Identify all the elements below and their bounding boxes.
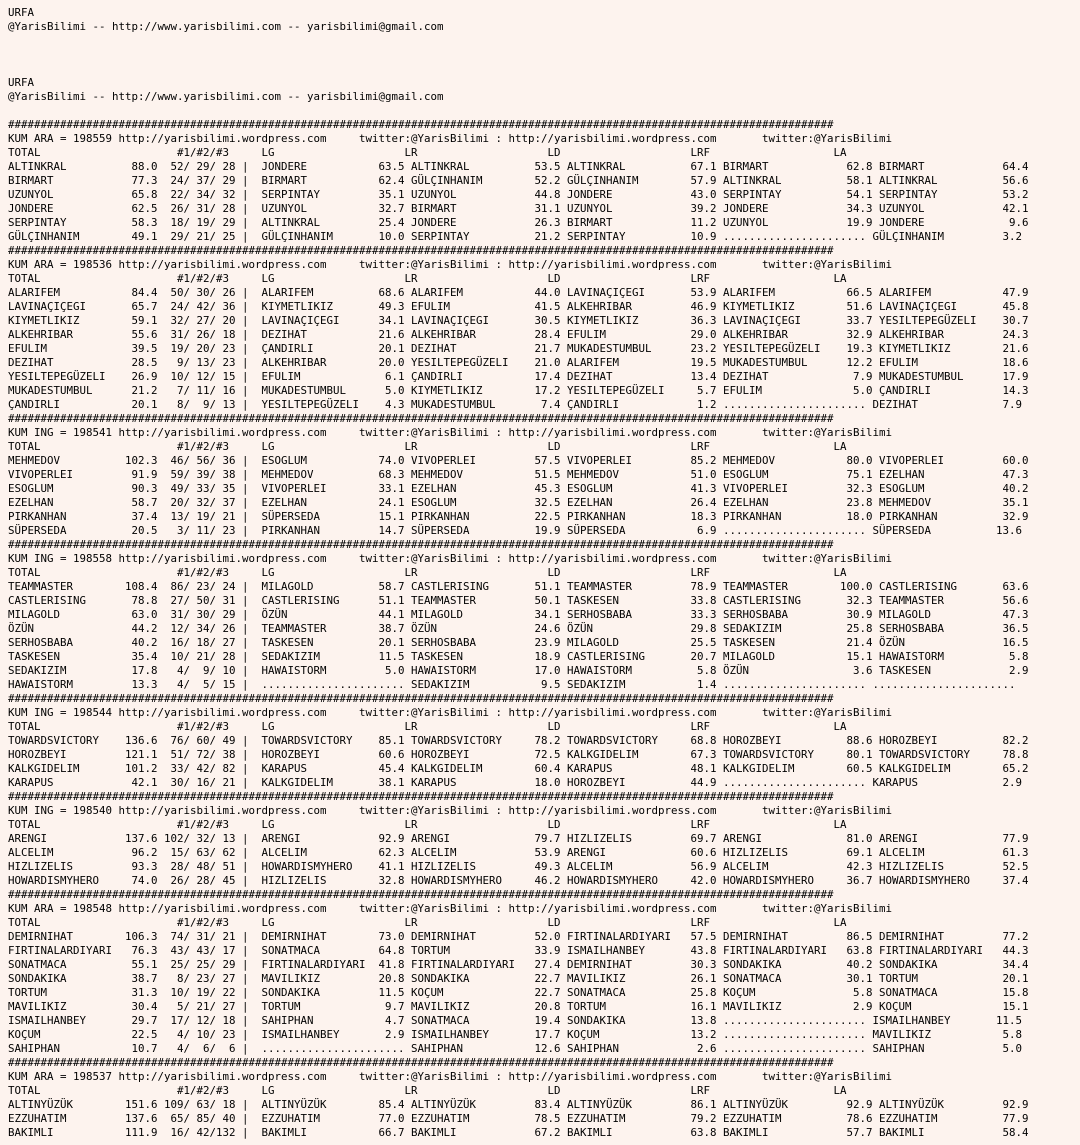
race-header-line: KUM ING = 198541 http://yarisbilimi.wordpress.com twitter:@YarisBilimi : http://yarisbilimi.wordpress.com twitter:@YarisBilimi <box>8 426 893 439</box>
blank-line <box>8 48 1080 62</box>
horse-row: PIRKANHAN 37.4 13/ 19/ 21 | SÜPERSEDA 15.1 PIRKANHAN 22.5 PIRKANHAN 18.3 PIRKANHAN 18.0 PIRKANHAN 32.9 <box>8 510 1029 523</box>
horse-row: MILAGOLD 63.0 31/ 30/ 29 | ÖZÜN 44.1 MILAGOLD 34.1 SERHOSBABA 33.3 SERHOSBABA 30.9 MILAGOLD 47.3 <box>8 608 1029 621</box>
separator-line: ############################################################################################################################### <box>8 790 834 803</box>
horse-row: LAVINAÇIÇEGI 65.7 24/ 42/ 36 | KIYMETLIKIZ 49.3 EFULIM 41.5 ALKEHRIBAR 46.9 KIYMETLIKIZ 51.6 LAVINAÇIÇEGI 45.8 <box>8 300 1029 313</box>
horse-row: TORTUM 31.3 10/ 19/ 22 | SONDAKIKA 11.5 KOÇUM 22.7 SONATMACA 25.8 KOÇUM 5.8 SONATMACA 15.8 <box>8 986 1029 999</box>
horse-row: ARENGI 137.6 102/ 32/ 13 | ARENGI 92.9 ARENGI 79.7 HIZLIZELIS 69.7 ARENGI 81.0 ARENGI 77.9 <box>8 832 1029 845</box>
horse-row: HOROZBEYI 121.1 51/ 72/ 38 | HOROZBEYI 60.6 HOROZBEYI 72.5 KALKGIDELIM 67.3 TOWARDSVICTORY 80.1 TOWARDSVICTORY 78.8 <box>8 748 1029 761</box>
race-header-line: KUM ING = 198558 http://yarisbilimi.wordpress.com twitter:@YarisBilimi : http://yarisbilimi.wordpress.com twitter:@YarisBilimi <box>8 552 893 565</box>
horse-row: MAVILIKIZ 30.4 5/ 21/ 27 | TORTUM 9.7 MAVILIKIZ 20.8 TORTUM 16.1 MAVILIKIZ 2.9 KOÇUM 15.1 <box>8 1000 1029 1013</box>
location-title: URFA <box>8 76 35 89</box>
location-title: URFA <box>8 6 35 19</box>
horse-row: KALKGIDELIM 101.2 33/ 42/ 82 | KARAPUS 45.4 KALKGIDELIM 60.4 KARAPUS 48.1 KALKGIDELIM 60.5 KALKGIDELIM 65.2 <box>8 762 1029 775</box>
horse-row: ALTINYÜZÜK 151.6 109/ 63/ 18 | ALTINYÜZÜK 85.4 ALTINYÜZÜK 83.4 ALTINYÜZÜK 86.1 ALTINYÜZÜK 92.9 ALTINYÜZÜK 92.9 <box>8 1098 1029 1111</box>
horse-row: HAWAISTORM 13.3 4/ 5/ 15 | ...................... SEDAKIZIM 9.5 SEDAKIZIM 1.4 ...................... ...................... <box>8 678 1016 691</box>
horse-row: DEZIHAT 28.5 9/ 13/ 23 | ALKEHRIBAR 20.0 YESILTEPEGÜZELI 21.0 ALARIFEM 19.5 MUKADESTUMBUL 12.2 EFULIM 18.6 <box>8 356 1029 369</box>
horse-row: ESOGLUM 90.3 49/ 33/ 35 | VIVOPERLEI 33.1 EZELHAN 45.3 ESOGLUM 41.3 VIVOPERLEI 32.3 ESOGLUM 40.2 <box>8 482 1029 495</box>
contact-line: @YarisBilimi -- http://www.yarisbilimi.com -- yarisbilimi@gmail.com <box>8 90 444 103</box>
horse-row: TOWARDSVICTORY 136.6 76/ 60/ 49 | TOWARDSVICTORY 85.1 TOWARDSVICTORY 78.2 TOWARDSVICTORY 68.8 HOROZBEYI 88.6 HOROZBEYI 82.2 <box>8 734 1029 747</box>
race-header-line: KUM ARA = 198537 http://yarisbilimi.wordpress.com twitter:@YarisBilimi : http://yarisbilimi.wordpress.com twitter:@YarisBilimi <box>8 1070 893 1083</box>
horse-row: ÇANDIRLI 20.1 8/ 9/ 13 | YESILTEPEGÜZELI 4.3 MUKADESTUMBUL 7.4 ÇANDIRLI 1.2 ...................... DEZIHAT 7.9 <box>8 398 1023 411</box>
horse-row: MUKADESTUMBUL 21.2 7/ 11/ 16 | MUKADESTUMBUL 5.0 KIYMETLIKIZ 17.2 YESILTEPEGÜZELI 5.7 EFULIM 5.0 ÇANDIRLI 14.3 <box>8 384 1029 397</box>
horse-row: HOWARDISMYHERO 74.0 26/ 28/ 45 | HIZLIZELIS 32.8 HOWARDISMYHERO 46.2 HOWARDISMYHERO 42.0 HOWARDISMYHERO 36.7 HOWARDISMYHERO 37.4 <box>8 874 1029 887</box>
horse-row: EZELHAN 58.7 20/ 32/ 37 | EZELHAN 24.1 ESOGLUM 32.5 EZELHAN 26.4 EZELHAN 23.8 MEHMEDOV 35.1 <box>8 496 1029 509</box>
horse-row: SONATMACA 55.1 25/ 25/ 29 | FIRTINALARDIYARI 41.8 FIRTINALARDIYARI 27.4 DEMIRNIHAT 30.3 SONDAKIKA 40.2 SONDAKIKA 34.4 <box>8 958 1029 971</box>
separator-line: ############################################################################################################################### <box>8 538 834 551</box>
horse-row: SERHOSBABA 40.2 16/ 18/ 27 | TASKESEN 20.1 SERHOSBABA 23.9 MILAGOLD 25.5 TASKESEN 21.4 ÖZÜN 16.5 <box>8 636 1029 649</box>
horse-row: JONDERE 62.5 26/ 31/ 28 | UZUNYOL 32.7 BIRMART 31.1 UZUNYOL 39.2 JONDERE 34.3 UZUNYOL 42.1 <box>8 202 1029 215</box>
horse-row: HIZLIZELIS 93.3 28/ 48/ 51 | HOWARDISMYHERO 41.1 HIZLIZELIS 49.3 ALCELIM 56.9 ALCELIM 42.3 HIZLIZELIS 52.5 <box>8 860 1029 873</box>
horse-row: SÜPERSEDA 20.5 3/ 11/ 23 | PIRKANHAN 14.7 SÜPERSEDA 19.9 SÜPERSEDA 6.9 ...................... SÜPERSEDA 13.6 <box>8 524 1023 537</box>
horse-row: CASTLERISING 78.8 27/ 50/ 31 | CASTLERISING 51.1 TEAMMASTER 50.1 TASKESEN 33.8 CASTLERISING 32.3 TEAMMASTER 56.6 <box>8 594 1029 607</box>
horse-row: YESILTEPEGÜZELI 26.9 10/ 12/ 15 | EFULIM 6.1 ÇANDIRLI 17.4 DEZIHAT 13.4 DEZIHAT 7.9 MUKADESTUMBUL 17.9 <box>8 370 1029 383</box>
horse-row: BIRMART 77.3 24/ 37/ 29 | BIRMART 62.4 GÜLÇINHANIM 52.2 GÜLÇINHANIM 57.9 ALTINKRAL 58.1 ALTINKRAL 56.6 <box>8 174 1029 187</box>
horse-row: ALARIFEM 84.4 50/ 30/ 26 | ALARIFEM 68.6 ALARIFEM 44.0 LAVINAÇIÇEGI 53.9 ALARIFEM 66.5 ALARIFEM 47.9 <box>8 286 1029 299</box>
race-header-line: KUM ARA = 198548 http://yarisbilimi.wordpress.com twitter:@YarisBilimi : http://yarisbilimi.wordpress.com twitter:@YarisBilimi <box>8 902 893 915</box>
horse-row: KARAPUS 42.1 30/ 16/ 21 | KALKGIDELIM 38.1 KARAPUS 18.0 HOROZBEYI 44.9 ...................... KARAPUS 2.9 <box>8 776 1023 789</box>
horse-row: TEAMMASTER 108.4 86/ 23/ 24 | MILAGOLD 58.7 CASTLERISING 51.1 TEAMMASTER 78.9 TEAMMASTER 100.0 CASTLERISING 63.6 <box>8 580 1029 593</box>
horse-row: FIRTINALARDIYARI 76.3 43/ 43/ 17 | SONATMACA 64.8 TORTUM 33.9 ISMAILHANBEY 43.8 FIRTINALARDIYARI 63.8 FIRTINALARDIYARI 44.3 <box>8 944 1029 957</box>
horse-row: SEDAKIZIM 17.8 4/ 9/ 10 | HAWAISTORM 5.0 HAWAISTORM 17.0 HAWAISTORM 5.8 ÖZÜN 3.6 TASKESEN 2.9 <box>8 664 1029 677</box>
horse-row: SONDAKIKA 38.7 8/ 23/ 27 | MAVILIKIZ 20.8 SONDAKIKA 22.7 MAVILIKIZ 26.1 SONATMACA 30.1 TORTUM 20.1 <box>8 972 1029 985</box>
horse-row: SERPINTAY 58.3 18/ 19/ 29 | ALTINKRAL 25.4 JONDERE 26.3 BIRMART 11.2 UZUNYOL 19.9 JONDERE 9.6 <box>8 216 1029 229</box>
horse-row: ALKEHRIBAR 55.6 31/ 26/ 18 | DEZIHAT 21.6 ALKEHRIBAR 28.4 EFULIM 29.0 ALKEHRIBAR 32.9 ALKEHRIBAR 24.3 <box>8 328 1029 341</box>
horse-row: KOÇUM 22.5 4/ 10/ 23 | ISMAILHANBEY 2.9 ISMAILHANBEY 17.7 KOÇUM 13.2 ...................... MAVILIKIZ 5.8 <box>8 1028 1023 1041</box>
horse-row: EFULIM 39.5 19/ 20/ 23 | ÇANDIRLI 20.1 DEZIHAT 21.7 MUKADESTUMBUL 23.2 YESILTEPEGÜZELI 19.3 KIYMETLIKIZ 21.6 <box>8 342 1029 355</box>
separator-line: ############################################################################################################################### <box>8 1056 834 1069</box>
separator-line: ############################################################################################################################### <box>8 888 834 901</box>
column-header-line: TOTAL #1/#2/#3 LG LR LD LRF LA <box>8 566 847 579</box>
horse-row: TASKESEN 35.4 10/ 21/ 28 | SEDAKIZIM 11.5 TASKESEN 18.9 CASTLERISING 20.7 MILAGOLD 15.1 HAWAISTORM 5.8 <box>8 650 1029 663</box>
horse-row: BAKIMLI 111.9 16/ 42/132 | BAKIMLI 66.7 BAKIMLI 67.2 BAKIMLI 63.8 BAKIMLI 57.7 BAKIMLI 58.4 <box>8 1126 1029 1139</box>
horse-row: GÜLÇINHANIM 49.1 29/ 21/ 25 | GÜLÇINHANIM 10.0 SERPINTAY 21.2 SERPINTAY 10.9 ...................... GÜLÇINHANIM 3.2 <box>8 230 1023 243</box>
column-header-line: TOTAL #1/#2/#3 LG LR LD LRF LA <box>8 916 847 929</box>
horse-row: DEMIRNIHAT 106.3 74/ 31/ 21 | DEMIRNIHAT 73.0 DEMIRNIHAT 52.0 FIRTINALARDIYARI 57.5 DEMIRNIHAT 86.5 DEMIRNIHAT 77.2 <box>8 930 1029 943</box>
column-header-line: TOTAL #1/#2/#3 LG LR LD LRF LA <box>8 720 847 733</box>
horse-row: SAHIPHAN 10.7 4/ 6/ 6 | ...................... SAHIPHAN 12.6 SAHIPHAN 2.6 ...................... SAHIPHAN 5.0 <box>8 1042 1023 1055</box>
column-header-line: TOTAL #1/#2/#3 LG LR LD LRF LA <box>8 1084 847 1097</box>
horse-row: VIVOPERLEI 91.9 59/ 39/ 38 | MEHMEDOV 68.3 MEHMEDOV 51.5 MEHMEDOV 51.0 ESOGLUM 75.1 EZELHAN 47.3 <box>8 468 1029 481</box>
contact-line: @YarisBilimi -- http://www.yarisbilimi.com -- yarisbilimi@gmail.com <box>8 20 444 33</box>
separator-line: ############################################################################################################################### <box>8 412 834 425</box>
horse-row: ISMAILHANBEY 29.7 17/ 12/ 18 | SAHIPHAN 4.7 SONATMACA 19.4 SONDAKIKA 13.8 ...................... ISMAILHANBEY 11.5 <box>8 1014 1023 1027</box>
horse-row: KIYMETLIKIZ 59.1 32/ 27/ 20 | LAVINAÇIÇEGI 34.1 LAVINAÇIÇEGI 30.5 KIYMETLIKIZ 36.3 LAVINAÇIÇEGI 33.7 YESILTEPEGÜZELI 30.7 <box>8 314 1029 327</box>
race-header-line: KUM ARA = 198536 http://yarisbilimi.wordpress.com twitter:@YarisBilimi : http://yarisbilimi.wordpress.com twitter:@YarisBilimi <box>8 258 893 271</box>
horse-row: ÖZÜN 44.2 12/ 34/ 26 | TEAMMASTER 38.7 ÖZÜN 24.6 ÖZÜN 29.8 SEDAKIZIM 25.8 SERHOSBABA 36.5 <box>8 622 1029 635</box>
column-header-line: TOTAL #1/#2/#3 LG LR LD LRF LA <box>8 440 847 453</box>
column-header-line: TOTAL #1/#2/#3 LG LR LD LRF LA <box>8 818 847 831</box>
horse-row: ALTINKRAL 88.0 52/ 29/ 28 | JONDERE 63.5 ALTINKRAL 53.5 ALTINKRAL 67.1 BIRMART 62.8 BIRMART 64.4 <box>8 160 1029 173</box>
horse-row: ALCELIM 96.2 15/ 63/ 62 | ALCELIM 62.3 ALCELIM 53.9 ARENGI 60.6 HIZLIZELIS 69.1 ALCELIM 61.3 <box>8 846 1029 859</box>
separator-line: ############################################################################################################################### <box>8 244 834 257</box>
race-header-line: KUM ARA = 198559 http://yarisbilimi.wordpress.com twitter:@YarisBilimi : http://yarisbilimi.wordpress.com twitter:@YarisBilimi <box>8 132 893 145</box>
column-header-line: TOTAL #1/#2/#3 LG LR LD LRF LA <box>8 146 847 159</box>
race-header-line: KUM ING = 198540 http://yarisbilimi.wordpress.com twitter:@YarisBilimi : http://yarisbilimi.wordpress.com twitter:@YarisBilimi <box>8 804 893 817</box>
blank-line <box>8 104 1080 118</box>
horse-row: EZZUHATIM 137.6 65/ 85/ 40 | EZZUHATIM 77.0 EZZUHATIM 78.5 EZZUHATIM 79.2 EZZUHATIM 78.6 EZZUHATIM 77.9 <box>8 1112 1029 1125</box>
separator-line: ############################################################################################################################### <box>8 692 834 705</box>
blank-line <box>8 62 1080 76</box>
blank-line <box>8 34 1080 48</box>
race-header-line: KUM ING = 198544 http://yarisbilimi.wordpress.com twitter:@YarisBilimi : http://yarisbilimi.wordpress.com twitter:@YarisBilimi <box>8 706 893 719</box>
column-header-line: TOTAL #1/#2/#3 LG LR LD LRF LA <box>8 272 847 285</box>
horse-row: UZUNYOL 65.8 22/ 34/ 32 | SERPINTAY 35.1 UZUNYOL 44.8 JONDERE 43.0 SERPINTAY 54.1 SERPINTAY 53.2 <box>8 188 1029 201</box>
horse-row: MEHMEDOV 102.3 46/ 56/ 36 | ESOGLUM 74.0 VIVOPERLEI 57.5 VIVOPERLEI 85.2 MEHMEDOV 80.0 VIVOPERLEI 60.0 <box>8 454 1029 467</box>
separator-line: ############################################################################################################################### <box>8 118 834 131</box>
